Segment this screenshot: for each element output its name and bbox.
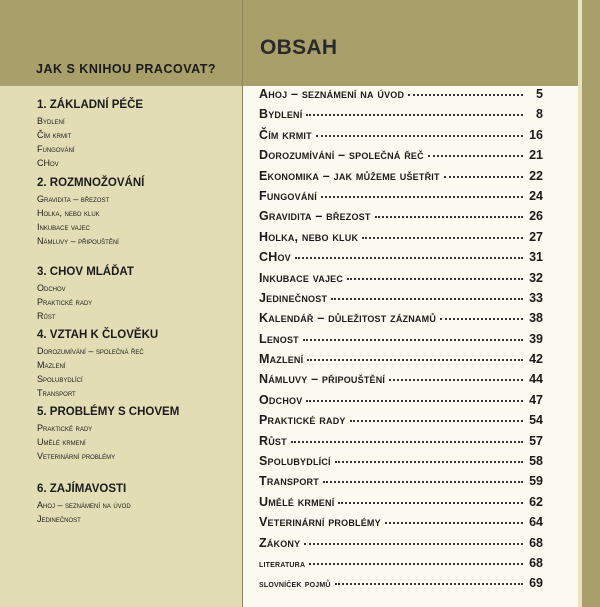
toc-entry [259,434,543,454]
toc-leader-dots [323,481,523,483]
toc-entry [259,148,543,168]
toc-entry-label: Dorozumívání – společná řeč [259,148,424,163]
toc-entry-label: Jedinečnost [259,290,328,305]
toc-leader-dots [440,318,523,320]
toc-entry [259,474,543,494]
toc-entry-page: 33 [529,290,543,305]
section-title: 1. ZÁKLADNÍ PÉČE [37,99,144,111]
toc-entry [259,393,543,413]
toc-leader-dots [362,237,523,239]
section-3 [37,266,237,323]
toc-entry-page: 24 [529,188,543,203]
toc-entry [259,271,543,291]
section-item: Jedinečnost [37,514,81,524]
section-item: Čím krmit [37,130,72,140]
toc-entry-label: slovníček pojmů [259,578,331,591]
toc-leader-dots [350,420,523,422]
toc-entry-page: 8 [536,107,543,122]
column-divider [242,0,243,607]
toc-entry-page: 38 [529,311,543,326]
toc-leader-dots [335,461,523,463]
toc-entry-page: 26 [529,209,543,224]
toc-leader-dots [306,114,523,116]
toc-entry [259,352,543,372]
toc-entry-page: 64 [529,515,543,530]
section-item: Spolubydlící [37,374,83,384]
toc-leader-dots [309,563,523,565]
toc-leader-dots [389,379,523,381]
toc-entry-label: Holka, nebo kluk [259,229,359,244]
section-item: Veterinární problémy [37,451,116,461]
toc-leader-dots [408,94,523,96]
page-edge-band [582,0,600,607]
toc-entry [259,209,543,229]
toc-entry-page: 57 [529,433,543,448]
toc-entry-page: 59 [529,474,543,489]
section-item: Praktické rady [37,297,93,307]
section-1 [37,99,237,170]
toc-entry-page: 31 [529,250,543,265]
section-item: Holka, nebo kluk [37,208,100,218]
toc-entry [259,372,543,392]
toc-entry [259,169,543,189]
section-item: Umělé krmení [37,437,86,447]
toc-entry-label: Inkubace vajec [259,270,344,285]
toc-leader-dots [428,155,523,157]
toc-leader-dots [291,441,523,443]
toc-entry [259,250,543,270]
toc-entry [259,189,543,209]
toc-entry [259,87,543,107]
section-title: 6. ZAJÍMAVOSTI [37,483,127,495]
toc-leader-dots [304,543,523,545]
section-item: Růst [37,311,56,321]
toc-leader-dots [347,278,523,280]
toc-entry [259,332,543,352]
section-item: Mazlení [37,360,66,370]
toc-leader-dots [375,216,523,218]
section-item: Dorozumívání – společná řeč [37,346,144,356]
section-title: 5. PROBLÉMY S CHOVEM [37,406,180,418]
toc-entry-page: 47 [529,392,543,407]
table-of-contents [259,87,543,597]
toc-entry-label: Ahoj – seznámení na úvod [259,87,405,101]
toc-entry-label: CHov [259,250,291,265]
contents-title: OBSAH [260,36,338,59]
section-title: 4. VZTAH K ČLOVĚKU [37,329,159,341]
toc-entry [259,128,543,148]
section-title: 2. ROZMNOŽOVÁNÍ [37,177,145,189]
section-5 [37,406,237,463]
toc-leader-dots [331,298,523,300]
section-6 [37,483,237,526]
toc-entry-page: 42 [529,352,543,367]
section-item: CHov [37,158,59,168]
toc-entry [259,230,543,250]
toc-entry-label: literatura [259,557,306,570]
toc-entry-label: Lenost [259,331,299,346]
toc-leader-dots [444,176,523,178]
toc-leader-dots [338,502,523,504]
toc-entry [259,454,543,474]
toc-entry-page: 68 [529,535,543,550]
toc-entry-page: 68 [529,555,543,570]
toc-entry-label: Růst [259,433,287,448]
toc-entry [259,515,543,535]
toc-entry-page: 39 [529,331,543,346]
section-item: Odchov [37,283,66,293]
toc-leader-dots [335,583,523,585]
toc-entry-label: Mazlení [259,352,304,367]
toc-entry-page: 58 [529,454,543,469]
section-item: Námluvy – připouštění [37,236,119,246]
toc-entry-label: Fungování [259,188,317,203]
section-item: Transport [37,388,76,398]
toc-entry-label: Spolubydlící [259,454,331,469]
toc-entry-page: 69 [529,576,543,591]
toc-entry-page: 5 [536,87,543,101]
toc-entry-page: 16 [529,127,543,142]
section-2 [37,177,237,248]
toc-entry-label: Praktické rady [259,413,346,428]
toc-entry-label: Bydlení [259,107,303,122]
toc-entry-page: 21 [529,148,543,163]
toc-entry-page: 22 [529,168,543,183]
toc-entry [259,536,543,556]
toc-leader-dots [385,522,523,524]
toc-entry-page: 27 [529,229,543,244]
toc-entry-label: Kalendář – důležitost záznamů [259,311,437,326]
toc-entry-label: Zákony [259,535,301,550]
toc-leader-dots [295,257,523,259]
guide-heading: JAK S KNIHOU PRACOVAT? [36,62,216,76]
toc-entry-label: Námluvy – připouštění [259,372,386,387]
toc-leader-dots [321,196,523,198]
toc-entry [259,413,543,433]
toc-entry-label: Ekonomika – jak můžeme ušetřit [259,168,440,183]
section-item: Ahoj – seznámení na úvod [37,500,131,510]
section-item: Praktické rady [37,423,93,433]
toc-entry [259,107,543,127]
toc-entry-label: Čím krmit [259,127,312,142]
toc-entry-page: 62 [529,494,543,509]
section-4 [37,329,237,400]
toc-entry [259,556,543,576]
toc-entry-label: Transport [259,474,319,489]
toc-entry-label: Gravidita – březost [259,209,371,224]
toc-leader-dots [316,135,523,137]
toc-entry [259,291,543,311]
toc-entry-label: Odchov [259,392,303,407]
section-item: Gravidita – březost [37,194,110,204]
toc-entry-page: 54 [529,413,543,428]
toc-entry-page: 44 [529,372,543,387]
toc-entry [259,495,543,515]
toc-entry [259,576,543,596]
toc-entry-label: Veterinární problémy [259,515,381,530]
toc-leader-dots [303,339,523,341]
section-item: Bydlení [37,116,65,126]
section-item: Fungování [37,144,75,154]
toc-entry-label: Umělé krmení [259,494,335,509]
section-item: Inkubace vajec [37,222,90,232]
toc-entry-page: 32 [529,270,543,285]
toc-entry [259,311,543,331]
section-title: 3. CHOV MLÁĎAT [37,266,134,278]
toc-leader-dots [307,359,523,361]
toc-leader-dots [306,400,523,402]
